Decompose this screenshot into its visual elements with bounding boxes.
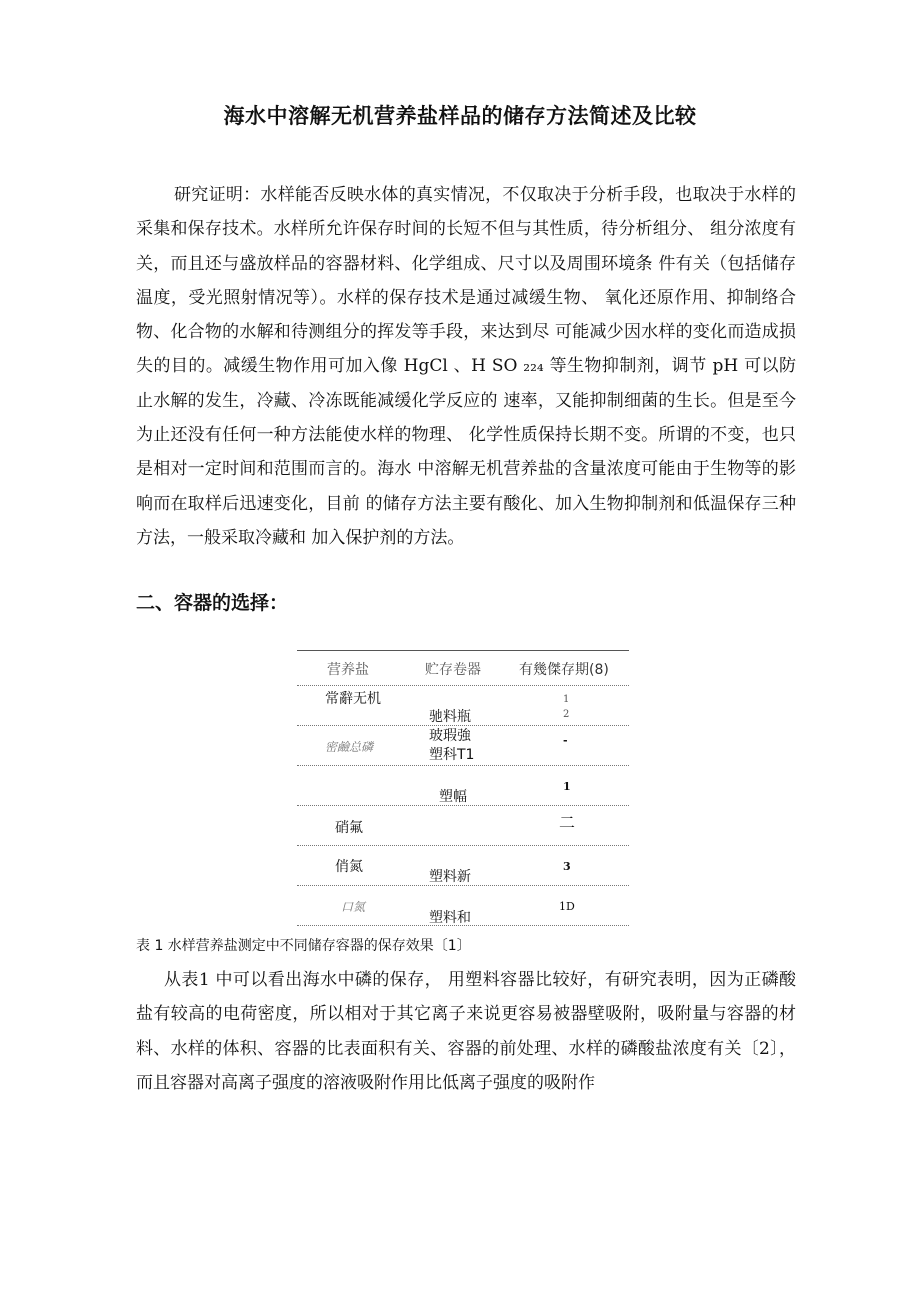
table-caption: 表 1 水样营养盐测定中不同储存容器的保存效果〔1〕 [136, 938, 471, 954]
row-value: 1 [563, 780, 571, 793]
row-nutrient: 俏氮 [335, 859, 363, 875]
table-row [297, 846, 629, 886]
table-row [297, 686, 629, 726]
row-value: 二 [559, 813, 576, 832]
header-storage-period: 有幾傑存期(8) [519, 662, 609, 678]
row-value: 3 [563, 860, 571, 873]
intro-paragraph: 研究证明：水样能否反映水体的真实情况，不仅取决于分析手段，也取决于水样的采集和保存技术。水样所允许保存时间的长短不但与其性质，待分析组分、 组分浓度有关，而且还与盛放样品的容器材料、化学组成、尺寸以及周围环境条 件有关（包括储存温度，受光照射情况等）。水样的保存技术是通过减缓生物、 氧化还原作用、抑制络合物、化合物的水解和待测组分的挥发等手段，来达到尽 可能减少因水样的变化而造成损失的目的。减缓生物作用可加入像 HgCl 、H SO ₂₂₄ 等生物抑制剂，调节 pH 可以防止水解的发生，冷藏、冷冻既能减缓化学反应的 速率，又能抑制细菌的生长。但是至今为止还没有任何一种方法能使水样的物理、 化学性质保持长期不变。所谓的不变，也只是相对一定时间和范围而言的。海水 中溶解无机营养盐的含量浓度可能由于生物等的影响而在取样后迅速变化，目前 的储存方法主要有酸化、加入生物抑制剂和低温保存三种方法，一般采取冷藏和 加入保护剂的方法。 [136, 185, 796, 548]
row-value: 1 2 [563, 694, 570, 720]
row-nutrient: 硝氟 [335, 820, 363, 836]
header-nutrient: 营养盐 [327, 662, 369, 678]
row-container: 塑料新 [429, 869, 471, 885]
storage-table [297, 650, 629, 926]
row-value: 1D [559, 900, 575, 913]
row-nutrient: 常辭无机 [325, 691, 381, 707]
table-row [297, 806, 629, 846]
section-heading: 二、容器的选择： [136, 592, 289, 614]
row-container: 驰料瓶 [429, 709, 471, 725]
document-title: 海水中溶解无机营养盐样品的储存方法简述及比较 [223, 104, 697, 128]
row-container: 玻瑕強 塑科T1 [429, 728, 475, 763]
row-container: 塑幅 [439, 789, 467, 805]
row-value: - [563, 734, 568, 747]
row-nutrient: 口氮 [341, 900, 366, 914]
row-nutrient: 密鹼总磷 [325, 740, 374, 754]
analysis-paragraph: 从表1 中可以看出海水中磷的保存， 用塑料容器比较好，有研究表明，因为正磷酸盐有较高的电荷密度，所以相对于其它离子来说更容易被器壁吸附，吸附量与容器的材料、水样的体积、容器的比表面积有关、容器的前处理、水样的磷酸盐浓度有关〔2〕，而且容器对高离子强度的溶液吸附作用比低离子强度的吸附作 [136, 970, 796, 1093]
table-header-row [297, 651, 629, 686]
table-row [297, 766, 629, 806]
table-row [297, 886, 629, 926]
table-row [297, 726, 629, 766]
header-container: 贮存卷器 [425, 662, 481, 678]
row-container: 塑料和 [429, 910, 471, 926]
